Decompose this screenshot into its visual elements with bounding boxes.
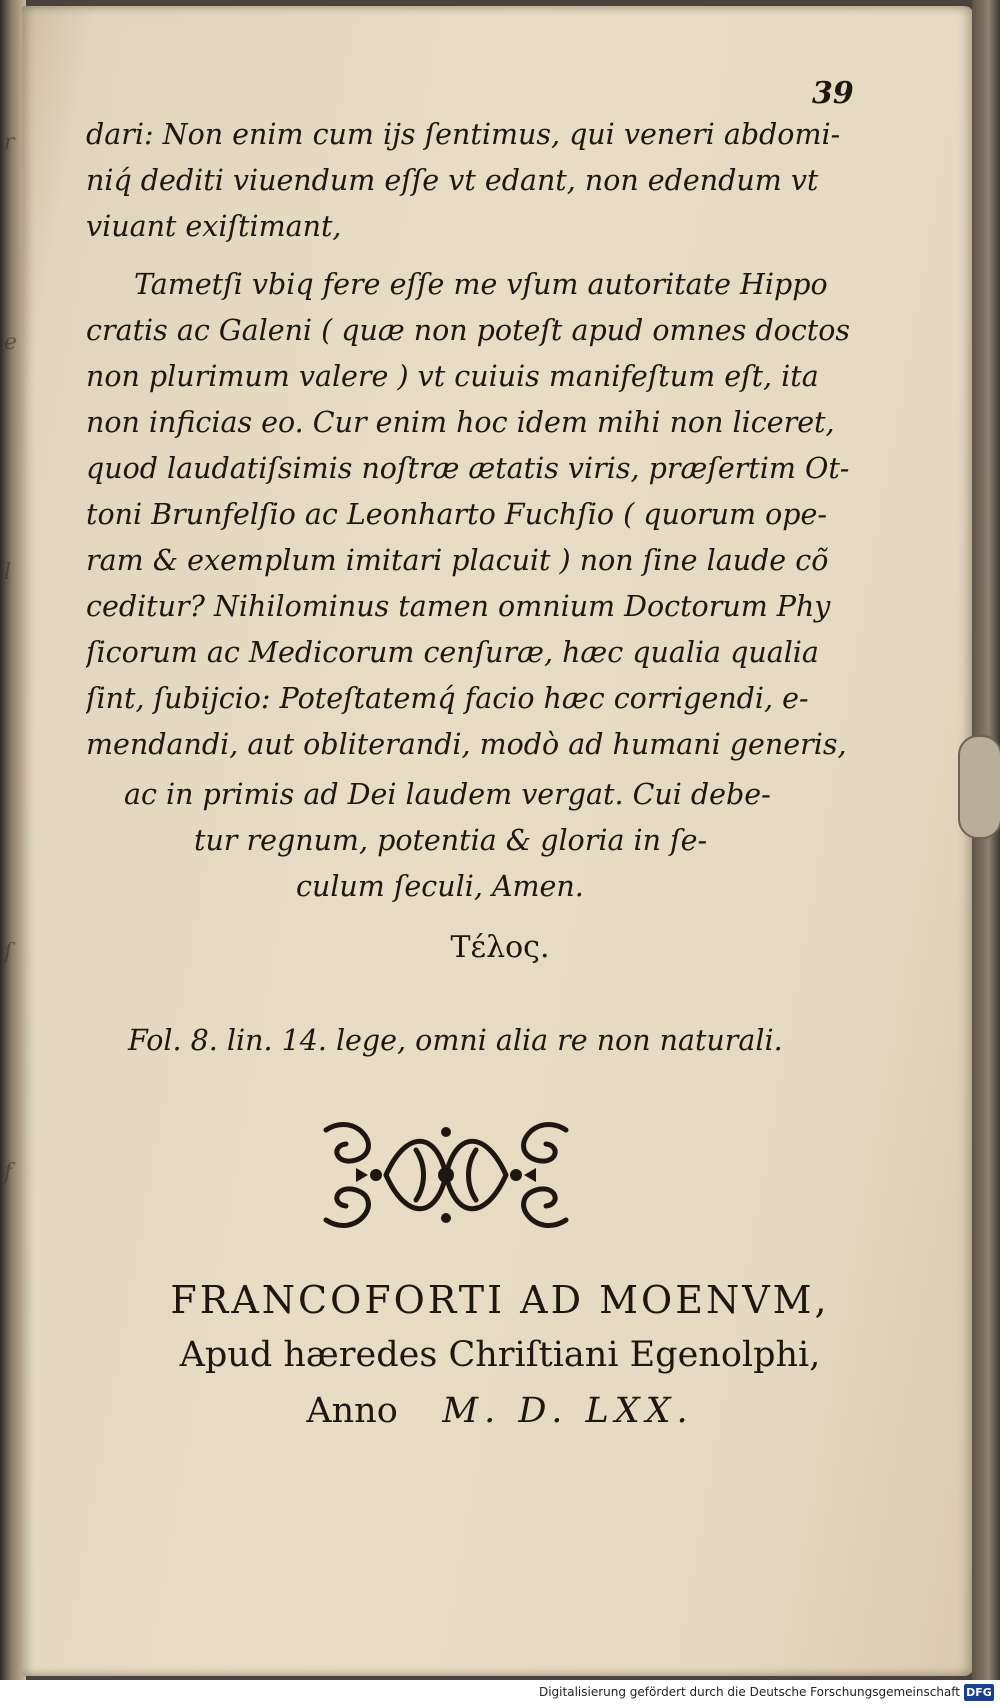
body-line: niq́ dediti viuendum eſſe vt edant, non edendum vt xyxy=(86,164,819,197)
body-line: non inficias eo. Cur enim hoc idem mihi non liceret, xyxy=(86,406,835,439)
body-line: toni Brunfelſio ac Leonharto Fuchſio ( quorum ope- xyxy=(86,498,828,531)
imprint-publisher: Apud hæredes Chriſtiani Egenolphi, xyxy=(179,1335,821,1375)
imprint-city: FRANCOFORTI AD MOENVM, xyxy=(170,1278,830,1322)
body-line: ram & exemplum imitari placuit ) non ſine laude cõ xyxy=(86,544,829,577)
book-clasp xyxy=(958,735,1000,839)
imprint-year xyxy=(50,1391,950,1431)
imprint-year-roman: M. D. LXX. xyxy=(442,1391,694,1431)
dfg-logo-icon: DFG xyxy=(964,1684,994,1701)
body-line: tur regnum, potentia & gloria in ſe- xyxy=(194,824,708,857)
bleed-mark: l xyxy=(4,560,12,585)
body-line: mendandi, aut obliterandi, modò ad humani generis, xyxy=(86,728,847,761)
bleed-mark: e xyxy=(4,330,18,355)
body-line: Tametſi vbiq fere eſſe me vſum autoritate Hippo xyxy=(134,268,828,301)
telos-mark: Τέλος. xyxy=(450,930,550,965)
body-line: ſint, ſubijcio: Poteſtatemq́ facio hæc corrigendi, e- xyxy=(86,682,809,715)
body-line: ſicorum ac Medicorum cenſuræ, hæc qualia qualia xyxy=(86,636,819,669)
body-line: ceditur? Nihilominus tamen omnium Doctorum Phy xyxy=(86,590,831,623)
bleed-mark: r xyxy=(4,130,15,155)
body-line: cratis ac Galeni ( quæ non poteſt apud omnes doctos xyxy=(86,314,851,347)
bleed-mark: f xyxy=(4,1160,13,1185)
body-line: dari: Non enim cum ijs ſentimus, qui veneri abdomi- xyxy=(86,118,841,151)
page-number: 39 xyxy=(812,76,854,111)
body-line: ac in primis ad Dei laudem vergat. Cui debe- xyxy=(124,778,771,811)
imprint-year-label: Anno xyxy=(306,1391,398,1431)
printers-ornament-icon xyxy=(316,1110,576,1240)
body-line: culum ſeculi, Amen. xyxy=(296,870,584,903)
digitization-footer xyxy=(0,1680,1000,1707)
body-line: non plurimum valere ) vt cuiuis manifeſtum eſt, ita xyxy=(86,360,819,393)
body-line: viuant exiſtimant, xyxy=(86,210,342,243)
errata-note: Fol. 8. lin. 14. lege, omni alia re non naturali. xyxy=(128,1024,783,1057)
bleed-mark: ſ xyxy=(4,940,13,965)
funding-credit: Digitalisierung gefördert durch die Deutsche Forschungsgemeinschaft xyxy=(538,1685,960,1699)
body-line: quod laudatiſsimis noſtræ ætatis viris, præſertim Ot- xyxy=(86,452,850,485)
right-page-stack xyxy=(972,0,1000,1680)
